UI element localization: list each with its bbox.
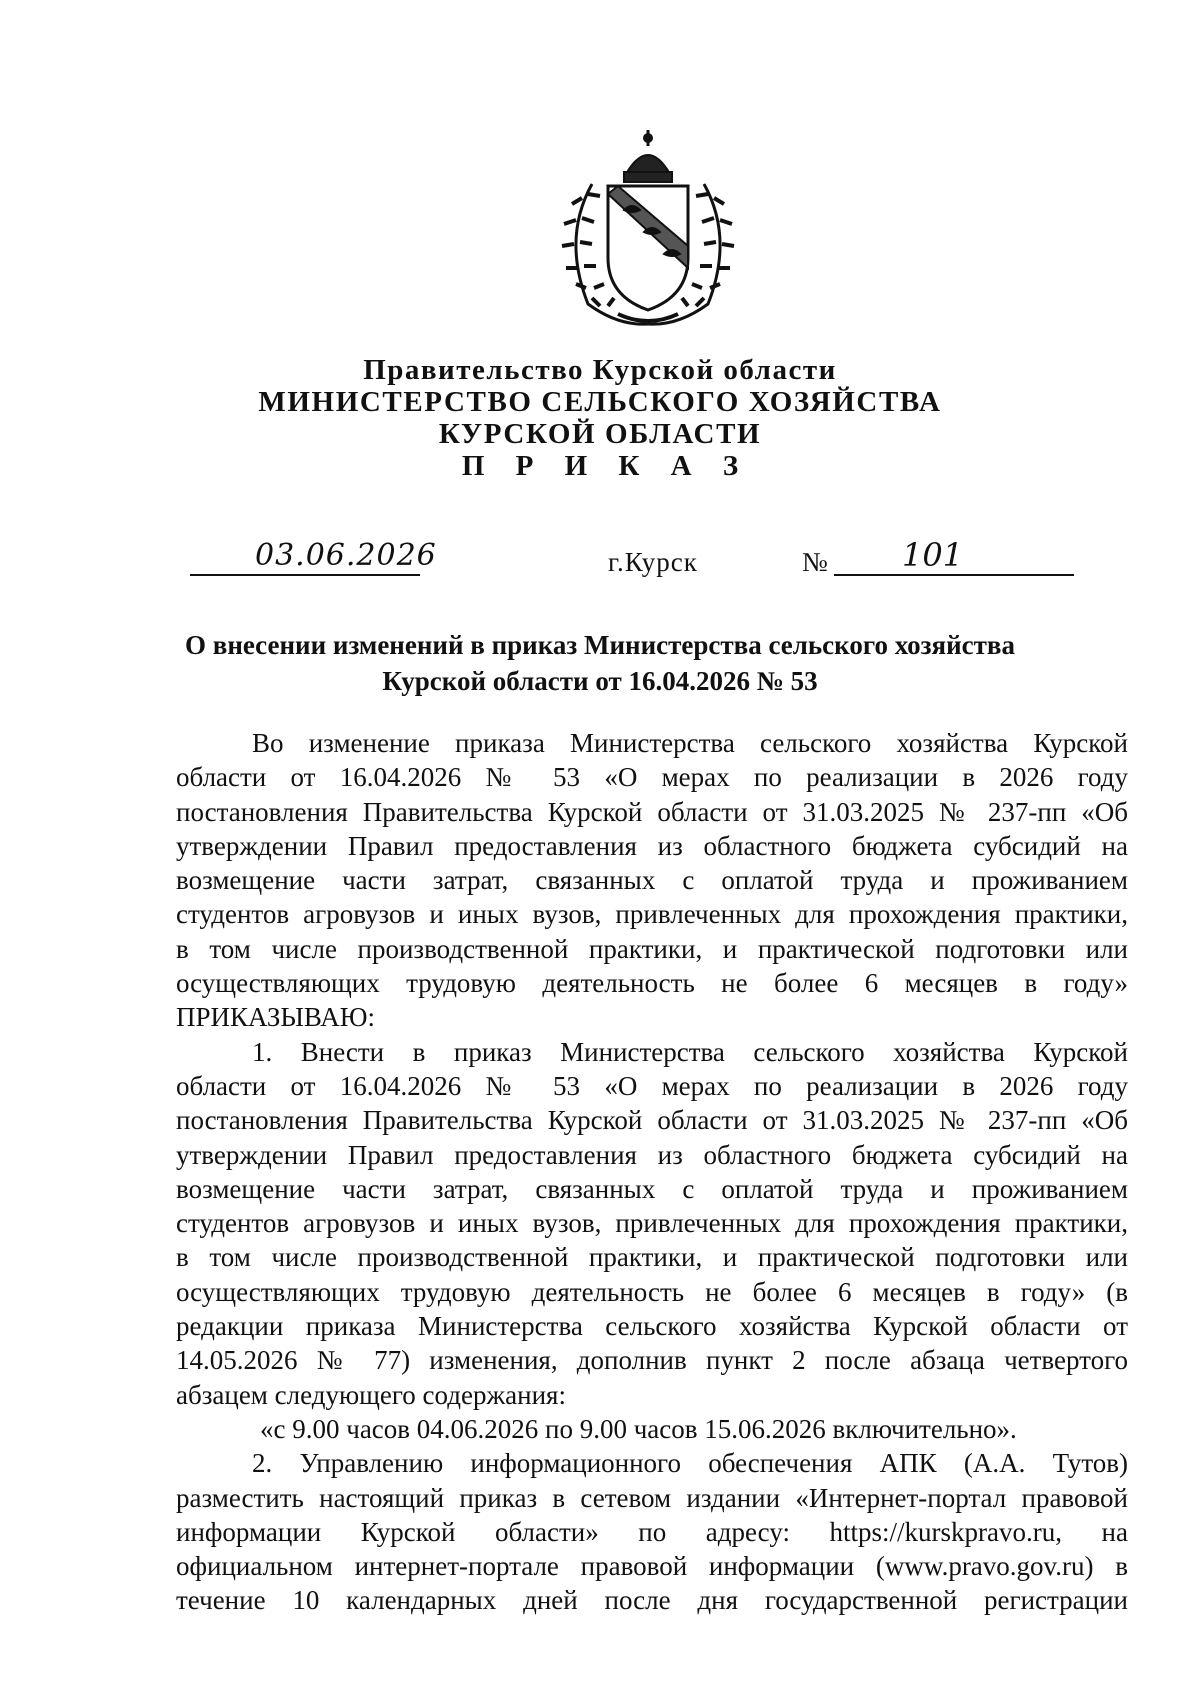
text-line: информации Курской области» по адресу: https://kurskpravo.ru, на <box>176 1516 1128 1547</box>
text-line: течение 10 календарных дней после дня государственной регистрации <box>176 1585 1128 1616</box>
document-type: П Р И К А З <box>461 450 751 482</box>
text-line: разместить настоящий приказ в сетевом издании «Интернет-портал правовой <box>176 1482 1128 1513</box>
text-line: 2. Управлению информационного обеспечения АПК (А.А. Тутов) <box>252 1448 1128 1479</box>
text-line: Во изменение приказа Министерства сельского хозяйства Курской <box>252 728 1128 758</box>
text-line: утверждении Правил предоставления из областного бюджета субсидий на <box>176 1139 1128 1170</box>
date-underline <box>190 574 420 576</box>
text-line: постановления Правительства Курской области от 31.03.2025 № 237-пп «Об <box>176 796 1128 827</box>
text-line: возмещение части затрат, связанных с оплатой труда и проживанием <box>176 865 1128 896</box>
text-line: осуществляющих трудовую деятельность не более 6 месяцев в году» (в <box>176 1276 1128 1307</box>
order-title-line-2: Курской области от 16.04.2026 № 53 <box>382 666 818 696</box>
amendment-quote: «с 9.00 часов 04.06.2026 по 9.00 часов 15.06.2026 включительно». <box>260 1413 1017 1444</box>
number-sign: № <box>802 547 828 577</box>
text-line: области от 16.04.2026 № 53 «О мерах по реализации в 2026 году <box>176 762 1128 793</box>
text-line: в том числе производственной практики, и практической подготовки или <box>176 933 1128 964</box>
text-line: 1. Внести в приказ Министерства сельского хозяйства Курской <box>252 1036 1128 1067</box>
text-line: постановления Правительства Курской области от 31.03.2025 № 237-пп «Об <box>176 1105 1128 1136</box>
order-word: ПРИКАЗЫВАЮ: <box>176 1002 375 1033</box>
order-body <box>176 726 1128 1618</box>
order-title-line-1: О внесении изменений в приказ Министерства сельского хозяйства <box>184 630 1016 660</box>
text-line: области от 16.04.2026 № 53 «О мерах по реализации в 2026 году <box>176 1070 1128 1101</box>
government-name: Правительство Курской области <box>363 354 837 386</box>
handwritten-date: 03.06.2026 <box>255 538 437 573</box>
ministry-name-line-1: МИНИСТЕРСТВО СЕЛЬСКОГО ХОЗЯЙСТВА <box>258 386 942 418</box>
number-underline <box>834 574 1074 576</box>
text-line: редакции приказа Министерства сельского хозяйства Курской области от <box>176 1311 1128 1342</box>
city: г.Курск <box>608 547 698 577</box>
kursk-coat-of-arms-emblem <box>548 128 748 330</box>
text-line: осуществляющих трудовую деятельность не более 6 месяцев в году» <box>176 968 1128 999</box>
text-line: 14.05.2026 № 77) изменения, дополнив пункт 2 после абзаца четвертого <box>176 1345 1128 1376</box>
handwritten-number: 101 <box>902 536 964 574</box>
text-line: возмещение части затрат, связанных с оплатой труда и проживанием <box>176 1173 1128 1204</box>
text-line: студентов агровузов и иных вузов, привлеченных для прохождения практики, <box>176 899 1128 930</box>
text-line: официальном интернет-портале правовой информации (www.pravo.gov.ru) в <box>176 1551 1128 1582</box>
ministry-name-line-2: КУРСКОЙ ОБЛАСТИ <box>438 418 762 450</box>
text-line: утверждении Правил предоставления из областного бюджета субсидий на <box>176 830 1128 861</box>
text-line: в том числе производственной практики, и практической подготовки или <box>176 1242 1128 1273</box>
text-line: абзацем следующего содержания: <box>176 1379 566 1410</box>
text-line: студентов агровузов и иных вузов, привлеченных для прохождения практики, <box>176 1208 1128 1239</box>
